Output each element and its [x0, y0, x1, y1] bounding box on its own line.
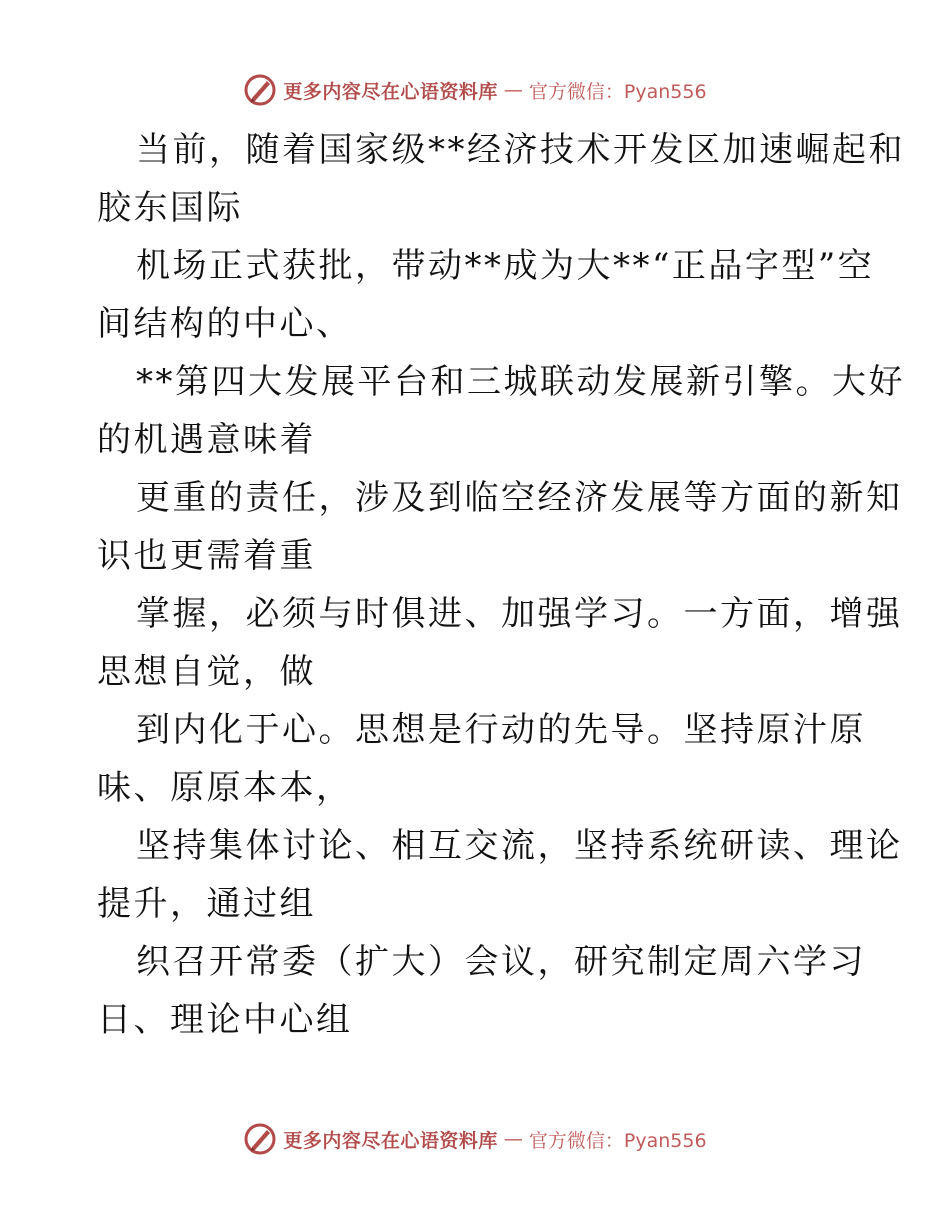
body-line: 的机遇意味着 — [97, 420, 316, 460]
body-line: 味、原原本本， — [97, 768, 353, 808]
header-separator: — — [503, 79, 523, 101]
body-line: 掌握，必须与时俱进、加强学习。一方面，增强 — [136, 594, 903, 634]
body-line: 胶东国际 — [97, 188, 243, 228]
header-banner-text: 更多内容尽在心语资料库 — [283, 80, 498, 103]
body-line: 机场正式获批，带动**成为大**“正品字型”空 — [136, 246, 875, 286]
body-line: 思想自觉，做 — [97, 652, 316, 692]
body-line: 织召开常委（扩大）会议，研究制定周六学习 — [136, 942, 866, 982]
body-line: 当前，随着国家级**经济技术开发区加速崛起和 — [136, 130, 905, 170]
header-banner — [0, 70, 950, 110]
body-line: 提升，通过组 — [97, 884, 316, 924]
header-wechat-label: 官方微信：Pyan556 — [528, 80, 707, 103]
body-line: 到内化于心。思想是行动的先导。坚持原汁原 — [136, 710, 866, 750]
footer-banner-text: 更多内容尽在心语资料库 — [283, 1129, 498, 1152]
footer-banner — [0, 1119, 950, 1159]
body-line: 日、理论中心组 — [97, 1000, 353, 1040]
body-line: 坚持集体讨论、相互交流，坚持系统研读、理论 — [136, 826, 903, 866]
body-line: 识也更需着重 — [97, 536, 316, 576]
body-line: **第四大发展平台和三城联动发展新引擎。大好 — [136, 362, 905, 402]
pen-circle-logo-icon — [243, 1122, 277, 1156]
pen-circle-logo-icon — [243, 73, 277, 107]
body-line: 更重的责任，涉及到临空经济发展等方面的新知 — [136, 478, 903, 518]
body-line: 间结构的中心、 — [97, 304, 353, 344]
footer-wechat-label: 官方微信：Pyan556 — [528, 1129, 707, 1152]
footer-separator: — — [503, 1128, 523, 1150]
document-body — [97, 121, 905, 1049]
